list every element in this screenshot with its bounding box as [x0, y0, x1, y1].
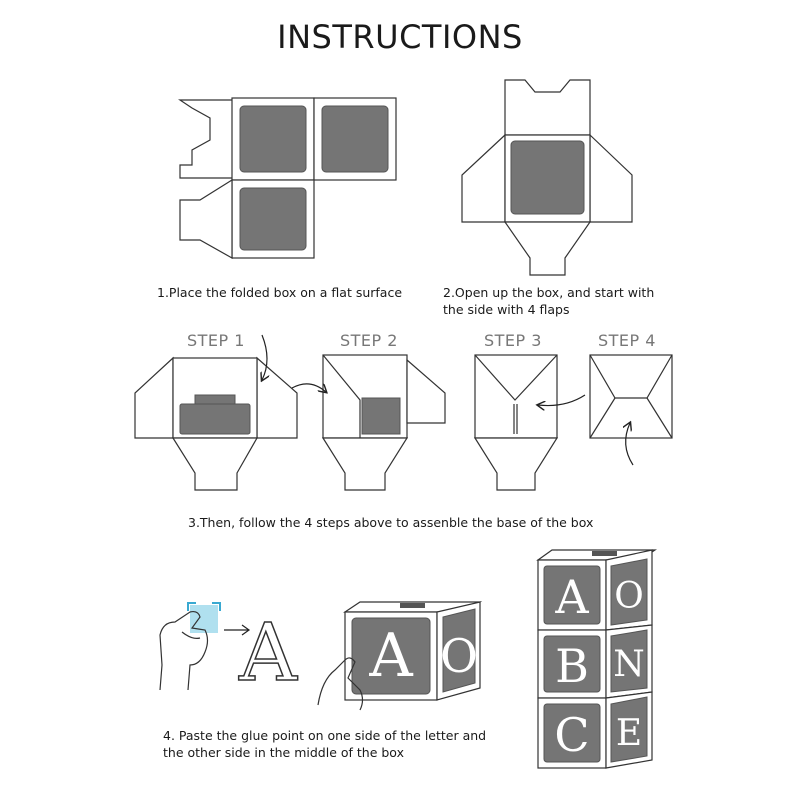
- caption-step-3: 3.Then, follow the 4 steps above to assenble the base of the box: [188, 515, 594, 530]
- caption-step-1: 1.Place the folded box on a flat surface: [157, 285, 403, 300]
- step2-figure: [292, 355, 445, 490]
- stack-letter-e: E: [615, 713, 643, 754]
- stack-letter-o: O: [614, 576, 644, 617]
- step4-figure: [590, 355, 672, 465]
- page-title: INSTRUCTIONS: [277, 18, 523, 56]
- stack-letter-c: C: [554, 708, 590, 762]
- stacked-cubes-figure: [538, 550, 655, 768]
- step1-figure: [135, 335, 297, 490]
- caption-step-2-line2: the side with 4 flaps: [443, 302, 570, 317]
- cube-front-letter: A: [369, 621, 413, 691]
- caption-step-2-line1: 2.Open up the box, and start with: [443, 285, 655, 300]
- step-1-label: STEP 1: [187, 331, 245, 350]
- opened-box-figure: [462, 80, 632, 275]
- step-3-label: STEP 3: [484, 331, 542, 350]
- folded-box-figure: [180, 98, 396, 258]
- sample-letter: A: [239, 606, 297, 699]
- caption-step-4-line1: 4. Paste the glue point on one side of the letter and: [163, 728, 487, 743]
- stack-letter-b: B: [555, 639, 589, 693]
- step-2-label: STEP 2: [340, 331, 398, 350]
- letter-cube-figure: [318, 602, 480, 710]
- stack-letter-a: A: [555, 570, 589, 624]
- stack-letter-n: N: [613, 644, 645, 685]
- step3-figure: [475, 355, 585, 490]
- cube-side-letter: O: [440, 629, 478, 683]
- caption-step-4-line2: the other side in the middle of the box: [163, 745, 404, 760]
- step-4-label: STEP 4: [598, 331, 656, 350]
